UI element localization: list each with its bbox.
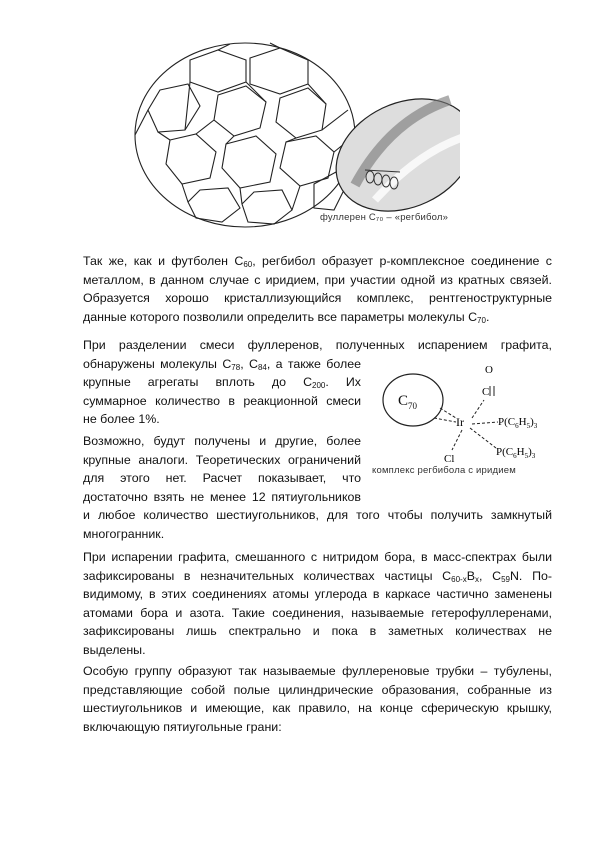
- p4-line2: зафиксированы в незначительных количествах частицы $С_{60-x}B_x$, $С_{59}N$. По-: [83, 568, 552, 584]
- p1-line4: данные которого позволили определить все параметры молекулы $С_{70}$.: [83, 309, 490, 325]
- p4-line5: зафиксированы лишь спектрально и пока в заметных количествах не: [83, 624, 552, 639]
- p1-line3: Образуется хорошо кристаллизующийся комплекс, рентгеноструктурные: [83, 291, 552, 306]
- p3-line5: и любое количество шестиугольников, для того чтобы получить замкнутый: [83, 508, 552, 523]
- p2-line3: крупные агрегаты вплоть до $С_{200}$. Их: [83, 375, 361, 391]
- p3-line6: многогранник.: [83, 526, 165, 541]
- p4-line6: выделены.: [83, 642, 146, 657]
- c70-label: $C_{70}$: [398, 393, 418, 411]
- p5-line1: Особую группу образуют так называемые фуллереновые трубки – тубулены,: [83, 664, 552, 678]
- fullerene-figure: [130, 40, 460, 230]
- paragraph-4: [83, 548, 552, 660]
- p5-line2: представляющие собой полые цилиндрические образования, собранные из: [83, 682, 552, 697]
- p2-line2: обнаружены молекулы $С_{78}$, $С_{84}$, а также более: [83, 356, 361, 372]
- fullerene-ball-drawing: [135, 43, 355, 227]
- chlorine-label: Cl: [444, 453, 455, 465]
- p4-line1: При испарении графита, смешанного с нитридом бора, в масс-спектрах были: [83, 550, 552, 564]
- paragraph-1: [83, 252, 552, 326]
- p1-line2: металлом, в данном случае с иридием, при участии одной из кратных связей.: [83, 272, 552, 287]
- p5-line4: включающую пятиугольные грани:: [83, 719, 282, 734]
- figure2-caption: комплекс регбибола с иридием: [372, 465, 517, 476]
- p4-line3: видимому, в этих соединениях атомы углерода в каркасе частично заменены: [83, 587, 552, 602]
- oxygen-label: O: [485, 364, 493, 376]
- p2-line5: не более 1%.: [83, 412, 160, 427]
- p3-line3: для этого нет. Расчет показывает, что: [83, 471, 361, 486]
- paragraph-5: [83, 662, 552, 736]
- p3-line4: достаточно взять не менее 12 пятиугольников: [83, 489, 361, 504]
- iridium-label: Ir: [456, 415, 464, 429]
- p1-line1: Так же, как и футболен $С_{60}$, регбибол образует p-комплексное соединение с: [83, 254, 552, 269]
- paragraph-2-wrapped: [83, 355, 361, 429]
- carbonyl-c-label: C: [482, 386, 490, 398]
- iridium-complex-figure: [368, 358, 558, 478]
- p2-line4: суммарное количество в реакционной смеси: [83, 393, 361, 408]
- paragraph-3-wrapped: [83, 432, 361, 506]
- ligand2-label: $P(C_6H_5)_3$: [496, 446, 536, 460]
- ligand1-label: $P(C_6H_5)_3$: [498, 416, 538, 430]
- p4-line4: атомами бора и азота. Такие соединения, называемые гетерофуллеренами,: [83, 605, 552, 620]
- p3-line1: Возможно, будут получены и другие, более: [83, 434, 361, 448]
- p3-line2: крупные аналоги. Теоретических ограничений: [83, 452, 361, 467]
- paragraph-3: [83, 506, 552, 543]
- figure1-caption: фуллерен C₇₀ – «регбибол»: [320, 212, 449, 223]
- paragraph-2: [83, 336, 552, 355]
- p5-line3: шестиугольников и имеющие, как правило, на конце сферическую крышку,: [83, 701, 552, 716]
- rugby-ball-drawing: [318, 77, 460, 230]
- p2-line1: При разделении смеси фуллеренов, полученных испарением графита,: [83, 338, 552, 352]
